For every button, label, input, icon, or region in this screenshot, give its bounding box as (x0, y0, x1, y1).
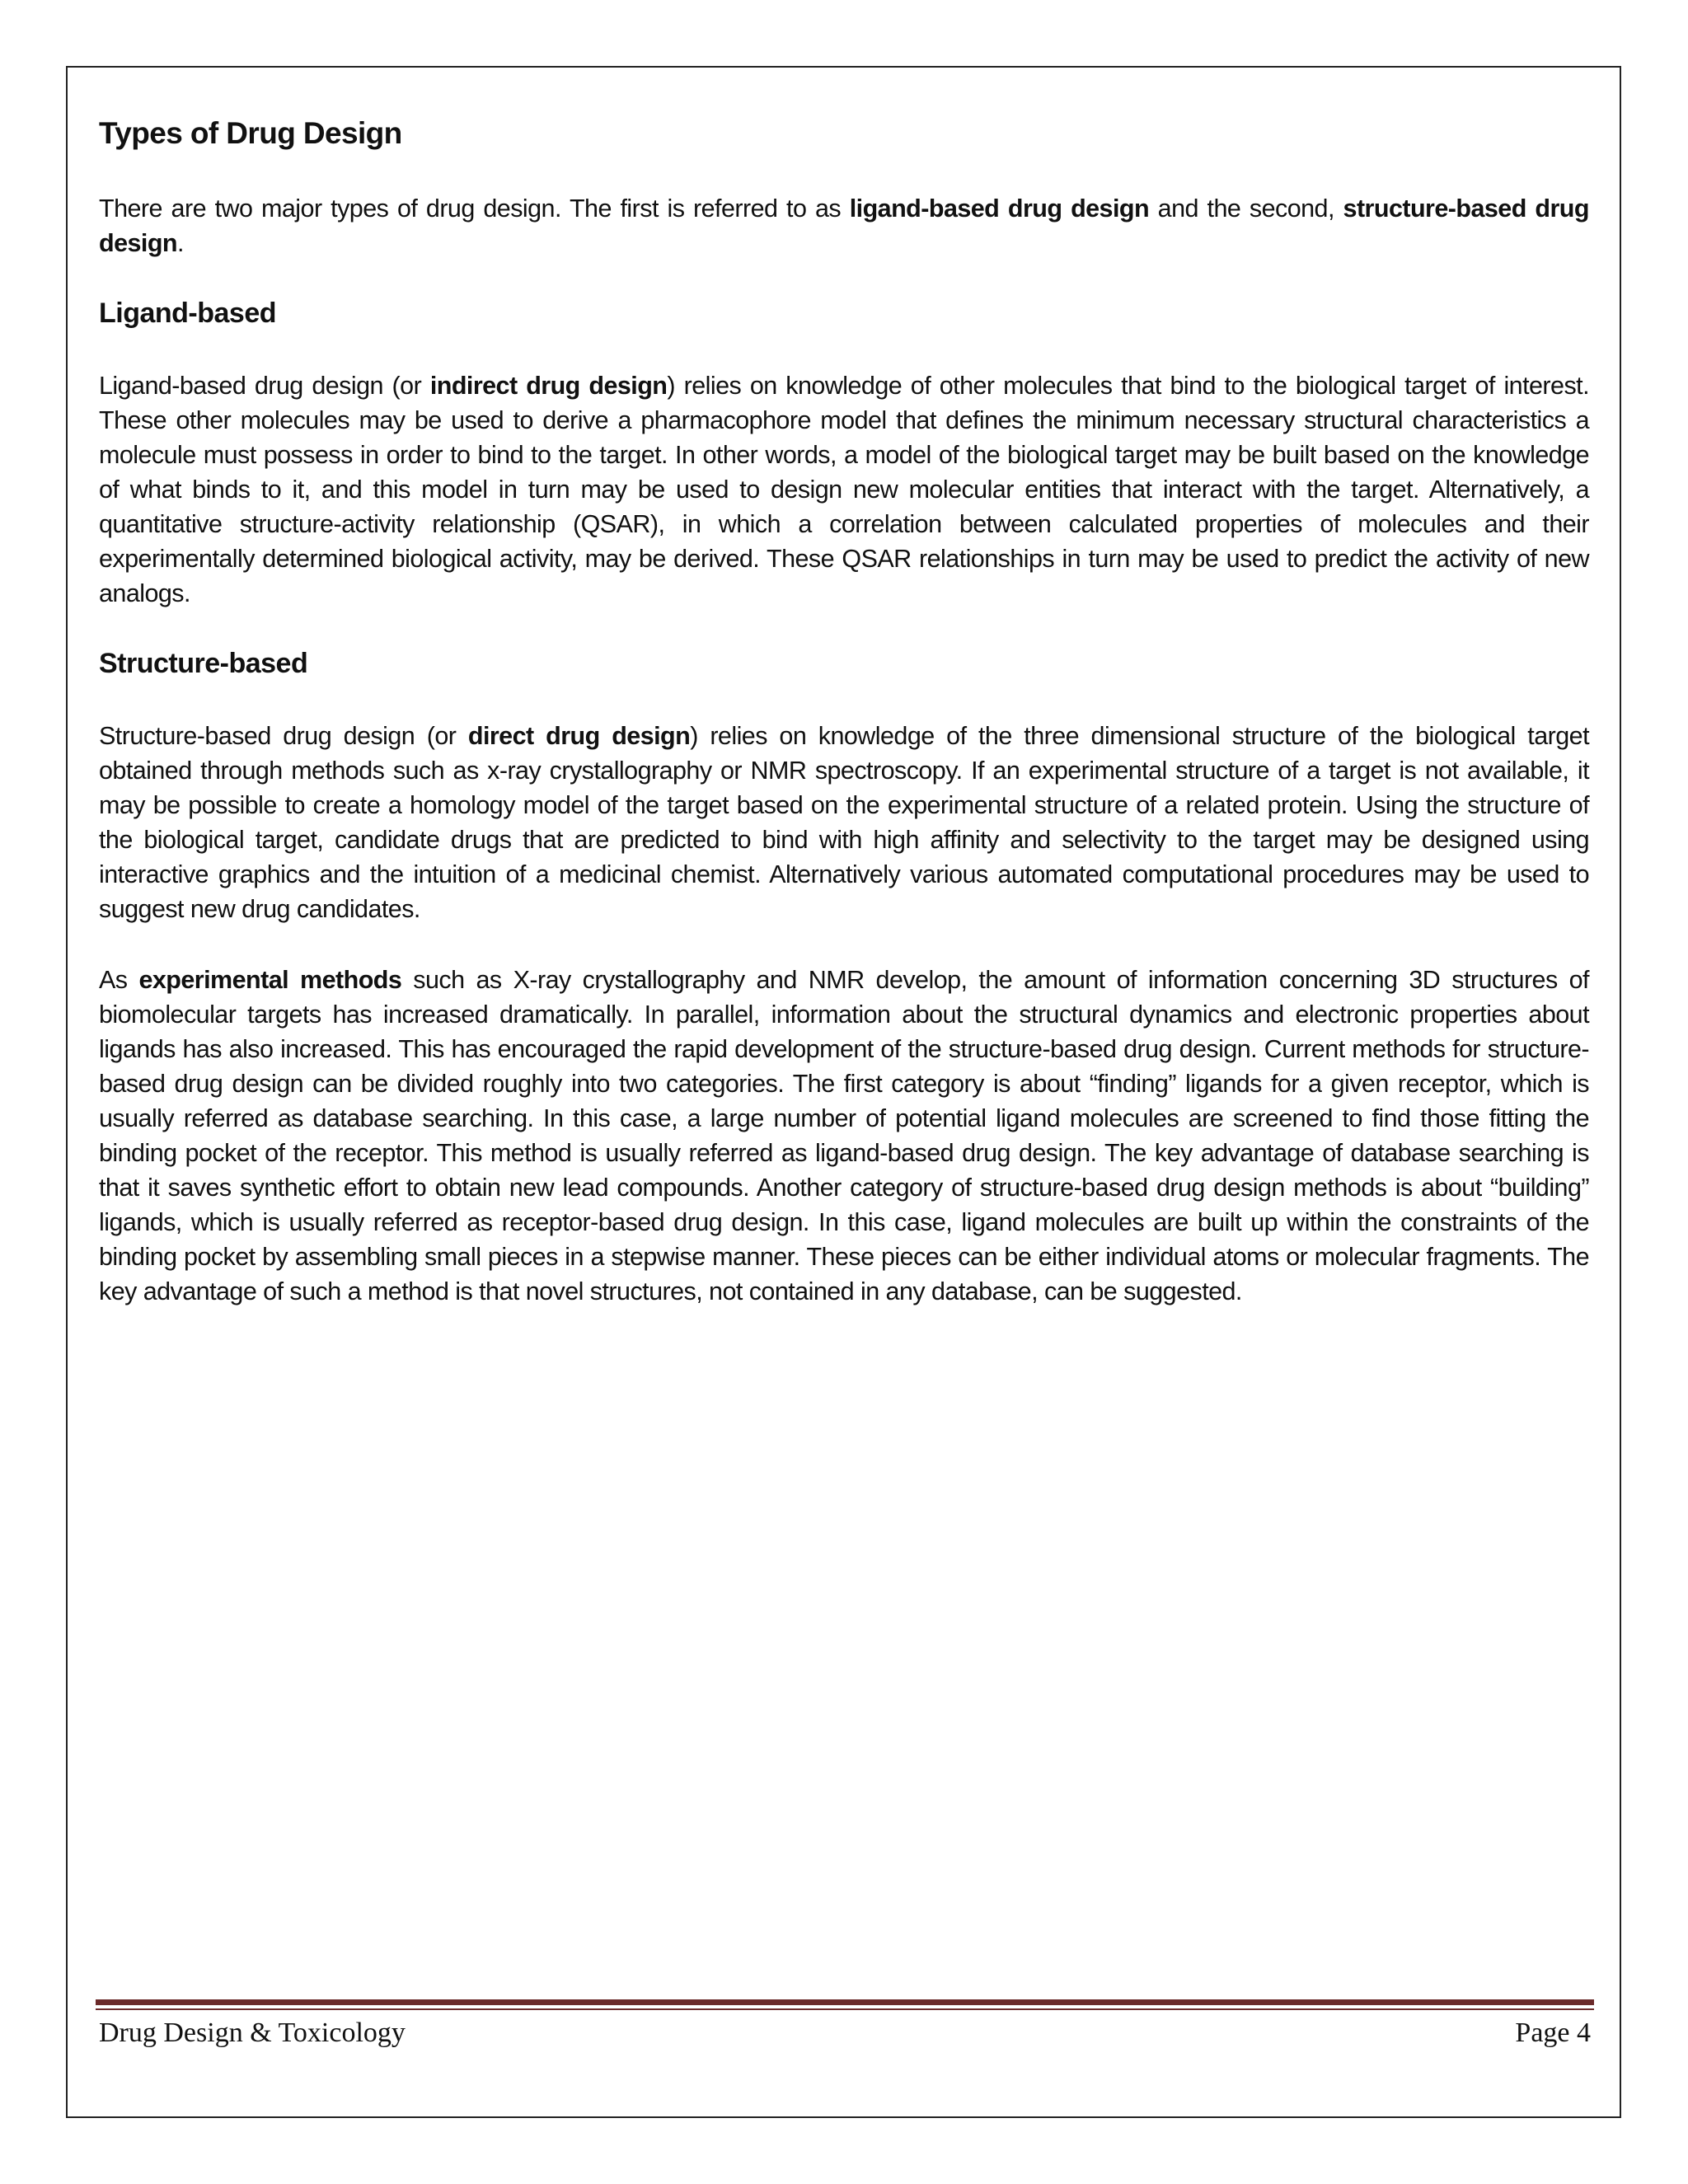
ligand-bold: indirect drug design (429, 372, 668, 401)
structure-heading: Structure-based (99, 648, 308, 680)
footer-rule-thick (96, 1999, 1594, 2005)
page-content (99, 115, 1589, 1345)
experimental-bold: experimental methods (138, 965, 402, 994)
experimental-text-2: such as X-ray crystallography and NMR develop, the amount of information concerning 3D structures of biomolecular targets has increased dramatically. In parallel, information about the structural dynamics and electronic properties about ligands has also increased. This has encouraged the rapid development of the structure-based drug design. Current methods for structure-based drug design can be divided roughly into two categories. The first category is about “finding” ligands for a given receptor, which is usually referred as database searching. In this case, a large number of potential ligand molecules are screened to find those fitting the binding pocket of the receptor. This method is usually referred as ligand-based drug design. The key advantage of database searching is that it saves synthetic effort to obtain new lead compounds. Another category of structure-based drug design methods is about “building” ligands, which is usually referred as receptor-based drug design. In this case, ligand molecules are built up within the constraints of the binding pocket by assembling small pieces in a stepwise manner. These pieces can be either individual atoms or molecular fragments. The key advantage of such a method is that novel structures, not contained in any database, can be suggested. (99, 965, 1589, 1305)
intro-bold-structure: structure-based drug design (99, 194, 1589, 258)
intro-bold-ligand: ligand-based drug design (849, 194, 1150, 223)
ligand-text-1: Ligand-based drug design (or (99, 372, 430, 401)
intro-text-2: and the second, (1149, 194, 1343, 223)
intro-text-1: There are two major types of drug design. The first is referred to as (99, 194, 850, 223)
ligand-heading: Ligand-based (99, 298, 277, 330)
footer-document-title: Drug Design & Toxicology (99, 2018, 406, 2048)
footer-page-number: Page 4 (1515, 2018, 1591, 2048)
ligand-paragraph (99, 368, 1589, 611)
structure-text-1: Structure-based drug design (or (99, 721, 468, 750)
footer-rule-thin (96, 2008, 1594, 2010)
ligand-text-2: ) relies on knowledge of other molecules that bind to the biological target of interest. These other molecules may be used to derive a pharmacophore model that defines the minimum necessary structural characteristics a molecule must possess in order to bind to the target. In other words, a model of the biological target may be built based on the knowledge of what binds to it, and this model in turn may be used to design new molecular entities that interact with the target. Alternatively, a quantitative structure-activity relationship (QSAR), in which a correlation between calculated properties of molecules and their experimentally determined biological activity, may be derived. These QSAR relationships in turn may be used to predict the activity of new analogs. (99, 372, 1589, 608)
experimental-text-1: As (99, 965, 139, 994)
intro-paragraph (99, 191, 1589, 260)
page-title: Types of Drug Design (99, 116, 402, 150)
structure-bold: direct drug design (467, 721, 691, 750)
experimental-paragraph (99, 963, 1589, 1309)
intro-text-3: . (177, 229, 184, 258)
structure-text-2: ) relies on knowledge of the three dimensional structure of the biological target obtained through methods such as x-ray crystallography or NMR spectroscopy. If an experimental structure of a target is not available, it may be possible to create a homology model of the target based on the experimental structure of a related protein. Using the structure of the biological target, candidate drugs that are predicted to bind with high affinity and selectivity to the target may be designed using interactive graphics and the intuition of a medicinal chemist. Alternatively various automated computational procedures may be used to suggest new drug candidates. (99, 721, 1589, 923)
structure-paragraph (99, 719, 1589, 926)
